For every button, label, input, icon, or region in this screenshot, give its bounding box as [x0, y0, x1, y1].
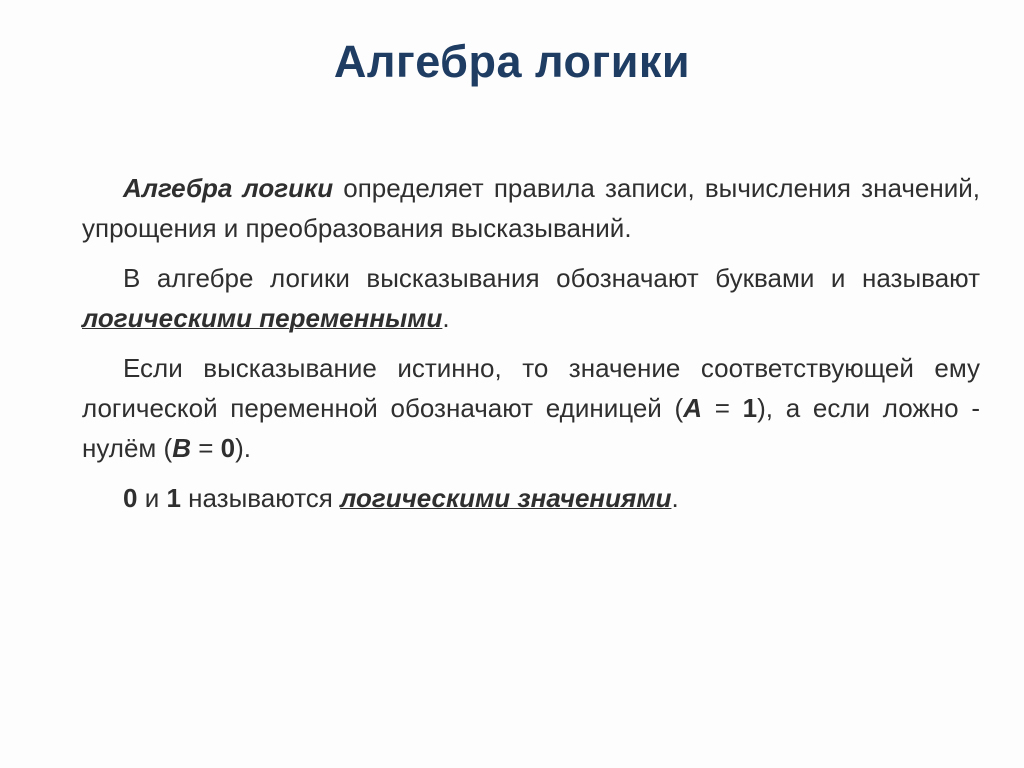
term-logical-variables: логическими переменными — [82, 303, 443, 333]
equals-sign-b: = — [190, 433, 221, 463]
paragraph-variables — [82, 258, 980, 338]
term-logical-values: логическими значениями — [340, 483, 672, 513]
variable-b: В — [172, 433, 191, 463]
logical-values-text: называются — [180, 483, 341, 513]
slide-title: Алгебра логики — [333, 36, 691, 87]
values-rule-end: ). — [235, 433, 251, 463]
variables-text: В алгебре логики высказывания обозначают буквами и называют — [123, 263, 980, 293]
logical-values-end: . — [671, 483, 679, 513]
conjunction: и — [137, 483, 167, 513]
equals-sign-a: = — [702, 393, 743, 423]
value-one: 1 — [742, 393, 758, 423]
variable-a: А — [683, 393, 702, 423]
values-rule-middle: ), а если ложно - нулём ( — [82, 393, 980, 463]
logical-zero: 0 — [123, 483, 138, 513]
term-algebra-of-logic: Алгебра логики — [123, 173, 334, 203]
paragraph-definition — [82, 168, 980, 248]
values-rule-text: Если высказывание истинно, то значение соответствующей ему логической переменной обозначают единицей ( — [82, 353, 980, 423]
slide-content — [82, 168, 980, 528]
paragraph-values-rule — [82, 348, 980, 468]
paragraph-logical-values — [82, 478, 980, 518]
variables-end: . — [442, 303, 450, 333]
definition-text: определяет правила записи, вычисления значений, упрощения и преобразования высказываний. — [82, 173, 980, 243]
value-zero: 0 — [220, 433, 236, 463]
logical-one: 1 — [166, 483, 181, 513]
